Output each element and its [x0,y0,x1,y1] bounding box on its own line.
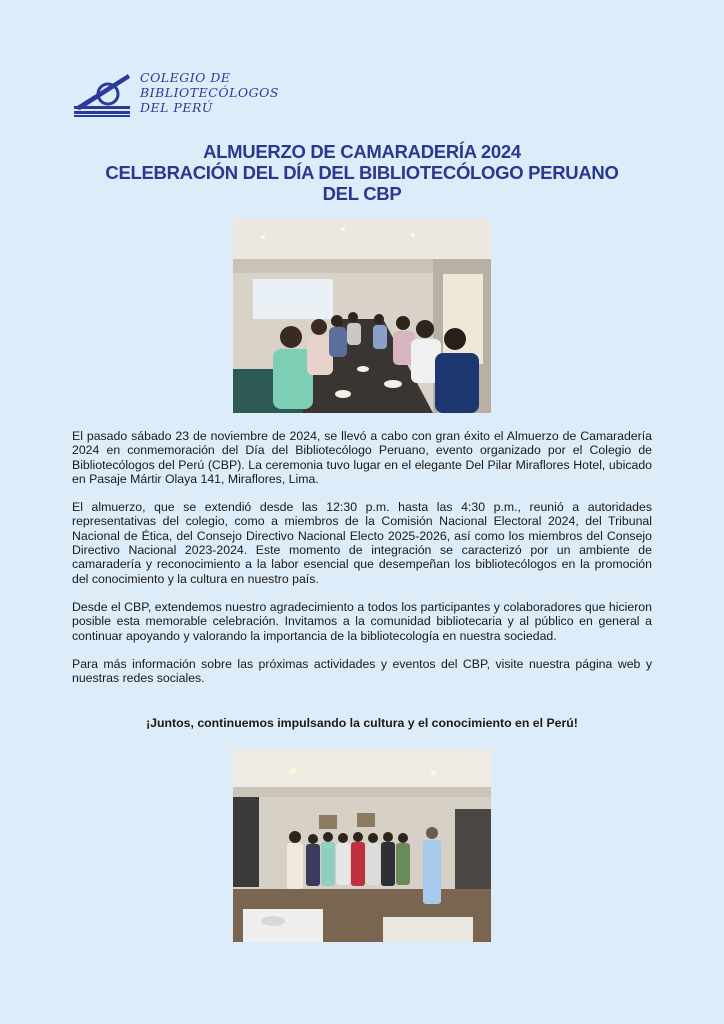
article-body [72,429,652,699]
title-line-1: ALMUERZO DE CAMARADERÍA 2024 [203,141,521,162]
photo-lunch-table [233,219,491,413]
closing-slogan: ¡Juntos, continuemos impulsando la cultura y el conocimiento en el Perú! [146,716,578,730]
logo-line-3: DEL PERÚ [140,100,213,115]
logo-wordmark [140,70,279,115]
title-line-2: CELEBRACIÓN DEL DÍA DEL BIBLIOTECÓLOGO PERUANO [105,162,619,183]
logo-line-2: BIBLIOTECÓLOGOS [140,85,279,100]
book-logo-icon [72,68,136,118]
paragraph: Desde el CBP, extendemos nuestro agradecimiento a todos los participantes y colaboradores que hicieron posible esta memorable celebración. Invitamos a la comunidad bibliotecaria y al público en general a continuar apoyando y valorando la importancia de la bibliotecología en nuestra sociedad. [72,599,652,643]
logo-line-1: COLEGIO DE [140,70,231,85]
paragraph: Para más información sobre las próximas actividades y eventos del CBP, visite nuestra página web y nuestras redes sociales. [72,656,652,686]
paragraph: El almuerzo, que se extendió desde las 12:30 p.m. hasta las 4:30 p.m., reunió a autoridades representativas del colegio, como a miembros de la Comisión Nacional Electoral 2024, del Tribunal Nacional de Ética, del Consejo Directivo Nacional Electo 2025-2026, así como los miembros del Consejo Directivo Nacional 2023-2024. Este momento de integración se caracterizó por un ambiente de camaradería y reconocimiento a la labor esencial que desempeñan los bibliotecólogos en la promoción del conocimiento y la cultura en nuestro país. [72,500,652,586]
cbp-logo [72,68,302,120]
photo-group-standing [233,749,491,942]
paragraph: El pasado sábado 23 de noviembre de 2024, se llevó a cabo con gran éxito el Almuerzo de Camaradería 2024 en conmemoración del Día del Bibliotecólogo Peruano, evento organizado por el Colegio de Bibliotecólogos del Perú (CBP). La ceremonia tuvo lugar en el elegante Del Pilar Miraflores Hotel, ubicado en Pasaje Mártir Olaya 141, Miraflores, Lima. [72,429,652,486]
page-title [40,141,684,204]
title-line-3: DEL CBP [322,183,402,204]
